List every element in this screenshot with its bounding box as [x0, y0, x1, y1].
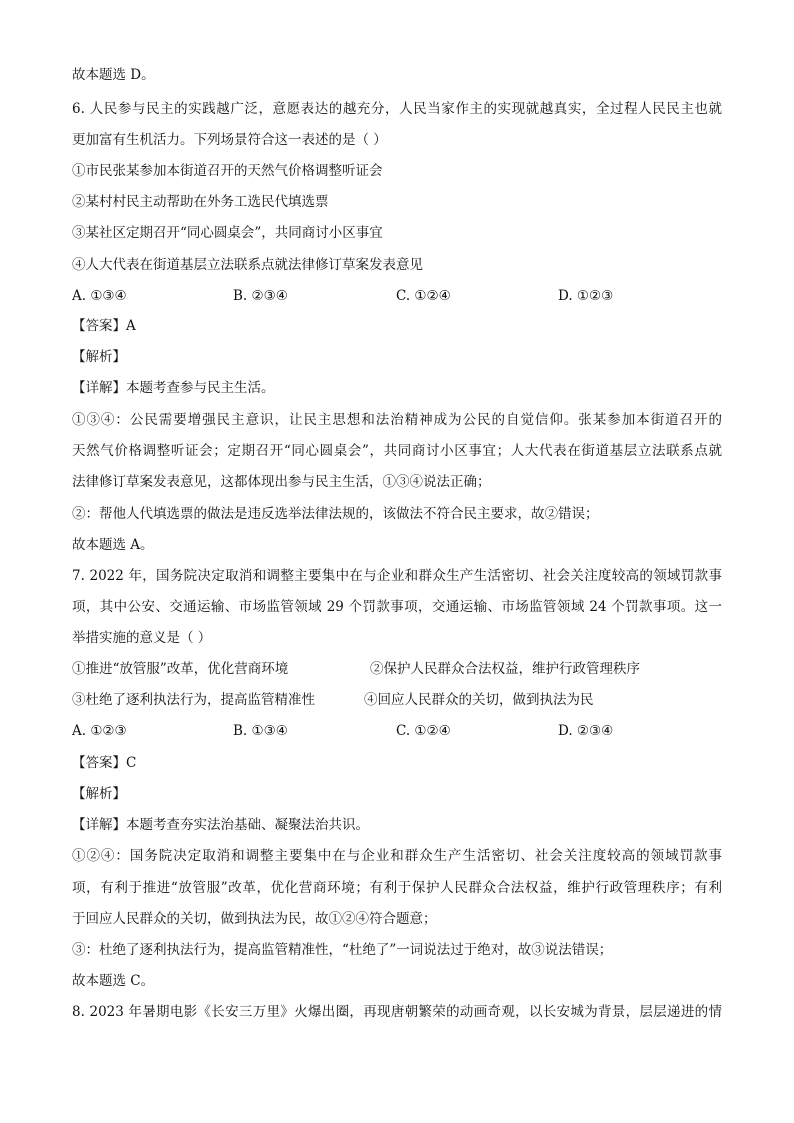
- q7-choice-b: B. ①③④: [233, 723, 288, 739]
- q7-choice-c: C. ①②④: [396, 723, 451, 739]
- q7-conclusion: 故本题选 C。: [72, 973, 155, 989]
- q7-detail-line4: ③：杜绝了逐利执法行为，提高监管精准性，“杜绝了”一词说法过于绝对，故③说法错误；: [72, 942, 613, 958]
- q6-stem-line1: 6. 人民参与民主的实践越广泛，意愿表达的越充分，人民当家作主的实现就越真实，全过程人民民主也就: [72, 101, 722, 117]
- q7-stem-line1: 7. 2022 年，国务院决定取消和调整主要集中在与企业和群众生产生活密切、社会关注度较高的领域罚款事: [72, 568, 722, 584]
- q7-stem-line2: 项，其中公安、交通运输、市场监管领域 29 个罚款事项，交通运输、市场监管领域 24 个罚款事项。这一: [72, 599, 722, 615]
- q6-option-2: ②某村村民主动帮助在外务工选民代填选票: [72, 194, 329, 210]
- q6-choice-d: D. ①②③: [558, 288, 614, 304]
- q7-detail-line3: 于回应人民群众的关切，做到执法为民，故①②④符合题意；: [72, 911, 437, 927]
- q6-analysis-heading: 【解析】: [72, 349, 126, 365]
- q6-detail-line4: ②：帮他人代填选票的做法是违反选举法律法规的，该做法不符合民主要求，故②错误；: [72, 506, 599, 522]
- q7-answer: 【答案】C: [72, 755, 137, 771]
- q6-option-1: ①市民张某参加本街道召开的天然气价格调整听证会: [72, 163, 383, 179]
- q6-option-3: ③某社区定期召开“同心圆桌会”，共同商讨小区事宜: [72, 225, 383, 241]
- q7-option-2: ②保护人民群众合法权益，维护行政管理秩序: [370, 661, 640, 677]
- q6-detail-heading: 【详解】本题考查参与民主生活。: [72, 380, 275, 396]
- answer-conclusion-prev: 故本题选 D。: [72, 67, 155, 83]
- q6-stem-line2: 更加富有生机活力。下列场景符合这一表述的是（ ）: [72, 132, 387, 148]
- q7-analysis-heading: 【解析】: [72, 786, 126, 802]
- q7-detail-line1: ①②④：国务院决定取消和调整主要集中在与企业和群众生产生活密切、社会关注度较高的领域罚款事: [72, 848, 722, 864]
- q7-option-1: ①推进“放管服”改革，优化营商环境: [72, 661, 289, 677]
- q6-detail-line1: ①③④：公民需要增强民主意识，让民主思想和法治精神成为公民的自觉信仰。张某参加本街道召开的: [72, 412, 722, 428]
- q7-stem-line3: 举措实施的意义是（ ）: [72, 630, 212, 646]
- q6-choice-a: A. ①③④: [72, 288, 127, 304]
- q7-detail-line2: 项，有利于推进“放管服”改革，优化营商环境；有利于保护人民群众合法权益，维护行政管理秩序；有利: [72, 880, 722, 896]
- q7-option-4: ④回应人民群众的关切，做到执法为民: [364, 692, 594, 708]
- q7-choice-a: A. ①②③: [72, 723, 127, 739]
- q6-detail-line3: 法律修订草案发表意见，这都体现出参与民主生活，①③④说法正确；: [72, 474, 491, 490]
- q6-answer: 【答案】A: [72, 318, 136, 334]
- q6-conclusion: 故本题选 A。: [72, 537, 154, 553]
- q6-option-4: ④人大代表在街道基层立法联系点就法律修订草案发表意见: [72, 257, 423, 273]
- q7-choice-d: D. ②③④: [558, 723, 614, 739]
- q8-stem-line1: 8. 2023 年暑期电影《长安三万里》火爆出圈，再现唐朝繁荣的动画奇观，以长安城为背景，层层递进的情: [72, 1004, 722, 1020]
- q6-choice-b: B. ②③④: [233, 288, 288, 304]
- q7-detail-heading: 【详解】本题考查夯实法治基础、凝聚法治共识。: [72, 817, 369, 833]
- q6-detail-line2: 天然气价格调整听证会；定期召开“同心圆桌会”，共同商讨小区事宜；人大代表在街道基层立法联系点就: [72, 443, 722, 459]
- q6-choice-c: C. ①②④: [396, 288, 451, 304]
- q7-option-3: ③杜绝了逐利执法行为，提高监管精准性: [72, 692, 315, 708]
